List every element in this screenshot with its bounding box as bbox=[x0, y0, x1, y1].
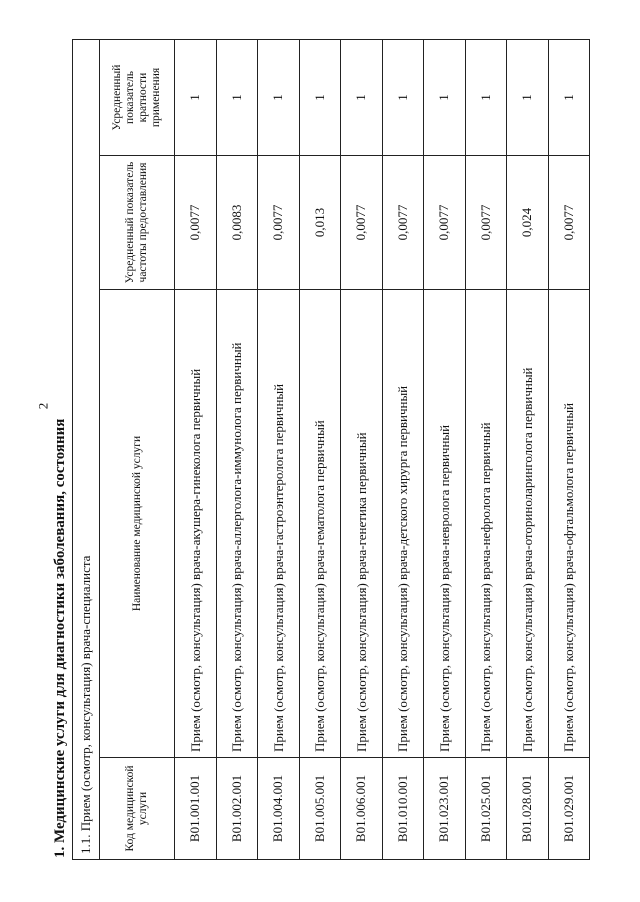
table-row bbox=[175, 39, 217, 859]
document-page bbox=[50, 40, 590, 860]
subsection-caption: 1.1. Прием (осмотр, консультация) врача-специалиста bbox=[73, 39, 100, 859]
service-code: B01.004.001 bbox=[258, 758, 300, 860]
multiplicity-value: 1 bbox=[465, 39, 507, 155]
frequency-value: 0,0077 bbox=[175, 156, 217, 290]
service-code: B01.025.001 bbox=[465, 758, 507, 860]
service-name: Прием (осмотр, консультация) врача-невролога первичный bbox=[424, 290, 466, 758]
frequency-value: 0,0077 bbox=[424, 156, 466, 290]
frequency-value: 0,0077 bbox=[382, 156, 424, 290]
table-row bbox=[382, 39, 424, 859]
multiplicity-value: 1 bbox=[299, 39, 341, 155]
table-row bbox=[424, 39, 466, 859]
rotated-sheet bbox=[50, 40, 590, 860]
service-code: B01.002.001 bbox=[216, 758, 258, 860]
service-code: B01.028.001 bbox=[507, 758, 549, 860]
table-row bbox=[258, 39, 300, 859]
frequency-value: 0,0077 bbox=[548, 156, 590, 290]
service-code: B01.023.001 bbox=[424, 758, 466, 860]
frequency-value: 0,0077 bbox=[465, 156, 507, 290]
frequency-value: 0,0083 bbox=[216, 156, 258, 290]
multiplicity-value: 1 bbox=[382, 39, 424, 155]
table-row bbox=[216, 39, 258, 859]
service-code: B01.006.001 bbox=[341, 758, 383, 860]
multiplicity-value: 1 bbox=[548, 39, 590, 155]
multiplicity-value: 1 bbox=[341, 39, 383, 155]
frequency-value: 0,0077 bbox=[341, 156, 383, 290]
multiplicity-value: 1 bbox=[258, 39, 300, 155]
service-name: Прием (осмотр, консультация) врача-нефролога первичный bbox=[465, 290, 507, 758]
multiplicity-value: 1 bbox=[216, 39, 258, 155]
column-header-multiplicity: Усредненный показатель кратности применения bbox=[100, 39, 175, 155]
service-name: Прием (осмотр, консультация) врача-гематолога первичный bbox=[299, 290, 341, 758]
service-name: Прием (осмотр, консультация) врача-детского хирурга первичный bbox=[382, 290, 424, 758]
column-header-frequency: Усредненный показатель частоты предоставления bbox=[100, 156, 175, 290]
frequency-value: 0,0077 bbox=[258, 156, 300, 290]
service-name: Прием (осмотр, консультация) врача-гастроэнтеролога первичный bbox=[258, 290, 300, 758]
table-row bbox=[507, 39, 549, 859]
multiplicity-value: 1 bbox=[507, 39, 549, 155]
service-code: B01.010.001 bbox=[382, 758, 424, 860]
column-header-name: Наименование медицинской услуги bbox=[100, 290, 175, 758]
service-code: B01.005.001 bbox=[299, 758, 341, 860]
frequency-value: 0,024 bbox=[507, 156, 549, 290]
column-header-code: Код медицинской услуги bbox=[100, 758, 175, 860]
service-name: Прием (осмотр, консультация) врача-акушера-гинеколога первичный bbox=[175, 290, 217, 758]
service-name: Прием (осмотр, консультация) врача-офтальмолога первичный bbox=[548, 290, 590, 758]
multiplicity-value: 1 bbox=[424, 39, 466, 155]
service-name: Прием (осмотр, консультация) врача-генетика первичный bbox=[341, 290, 383, 758]
multiplicity-value: 1 bbox=[175, 39, 217, 155]
table-row bbox=[341, 39, 383, 859]
services-table bbox=[72, 39, 590, 860]
table-row bbox=[465, 39, 507, 859]
service-code: B01.029.001 bbox=[548, 758, 590, 860]
section-title: 1. Медицинские услуги для диагностики заболевания, состояния bbox=[52, 418, 68, 858]
table-row bbox=[548, 39, 590, 859]
frequency-value: 0,013 bbox=[299, 156, 341, 290]
service-name: Прием (осмотр, консультация) врача-оториноларинголога первичный bbox=[507, 290, 549, 758]
table-row bbox=[299, 39, 341, 859]
service-code: B01.001.001 bbox=[175, 758, 217, 860]
service-name: Прием (осмотр, консультация) врача-аллерголога-иммунолога первичный bbox=[216, 290, 258, 758]
page-number: 2 bbox=[35, 402, 51, 410]
